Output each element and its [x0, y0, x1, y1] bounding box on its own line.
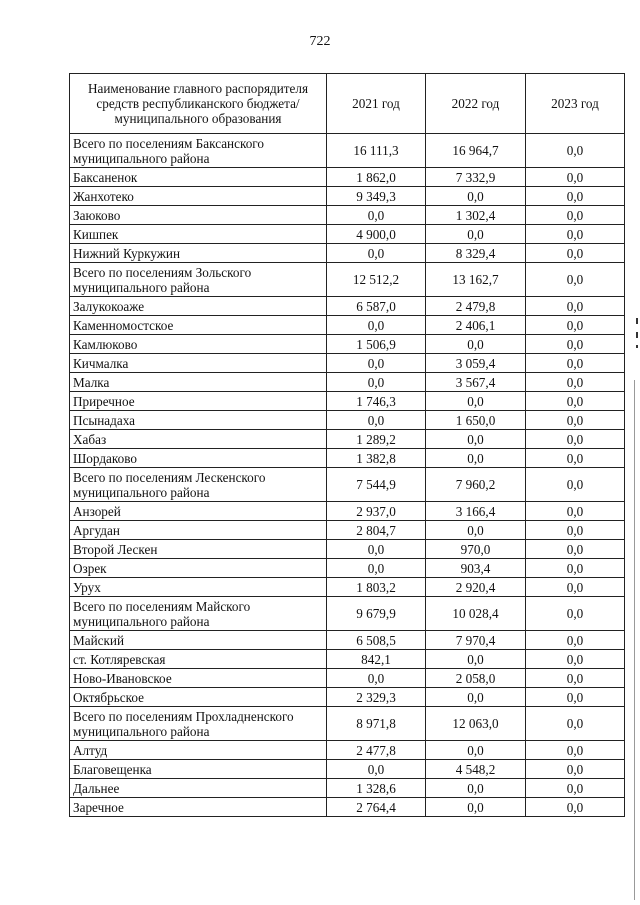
table-row [70, 540, 625, 559]
cell-2022: 7 960,2 [426, 468, 526, 502]
table-row [70, 760, 625, 779]
cell-2022: 4 548,2 [426, 760, 526, 779]
cell-2021: 9 679,9 [327, 597, 426, 631]
cell-2022: 0,0 [426, 187, 526, 206]
cell-2023: 0,0 [526, 206, 625, 225]
table-row [70, 297, 625, 316]
cell-2021: 7 544,9 [327, 468, 426, 502]
cell-name: Нижний Куркужин [70, 244, 327, 263]
table-row [70, 354, 625, 373]
cell-2021: 0,0 [327, 373, 426, 392]
cell-2023: 0,0 [526, 521, 625, 540]
table-row [70, 688, 625, 707]
cell-2021: 842,1 [327, 650, 426, 669]
cell-2022: 2 058,0 [426, 669, 526, 688]
cell-2023: 0,0 [526, 688, 625, 707]
cell-2021: 0,0 [327, 669, 426, 688]
table-header-row [70, 74, 625, 134]
cell-2023: 0,0 [526, 650, 625, 669]
cell-name: Благовещенка [70, 760, 327, 779]
cell-2021: 2 937,0 [327, 502, 426, 521]
cell-2021: 2 804,7 [327, 521, 426, 540]
table-row-total [70, 134, 625, 168]
cell-2022: 0,0 [426, 798, 526, 817]
table-row [70, 206, 625, 225]
cell-2022: 2 479,8 [426, 297, 526, 316]
cell-2022: 0,0 [426, 521, 526, 540]
cell-2021: 2 329,3 [327, 688, 426, 707]
cell-2023: 0,0 [526, 760, 625, 779]
cell-2023: 0,0 [526, 354, 625, 373]
cell-2021: 6 587,0 [327, 297, 426, 316]
cell-2023: 0,0 [526, 741, 625, 760]
cell-2022: 0,0 [426, 225, 526, 244]
margin-mark [636, 318, 638, 324]
cell-name: Аргудан [70, 521, 327, 540]
cell-name: Хабаз [70, 430, 327, 449]
cell-2023: 0,0 [526, 244, 625, 263]
cell-2021: 0,0 [327, 244, 426, 263]
cell-2023: 0,0 [526, 707, 625, 741]
cell-name: Майский [70, 631, 327, 650]
cell-name: ст. Котляревская [70, 650, 327, 669]
cell-2021: 8 971,8 [327, 707, 426, 741]
cell-name: Кичмалка [70, 354, 327, 373]
table-row [70, 335, 625, 354]
cell-2022: 13 162,7 [426, 263, 526, 297]
cell-name: Всего по поселениям Баксанского муниципального района [70, 134, 327, 168]
cell-2022: 0,0 [426, 688, 526, 707]
table-row [70, 316, 625, 335]
table-row [70, 168, 625, 187]
table-row [70, 779, 625, 798]
cell-2023: 0,0 [526, 578, 625, 597]
cell-2022: 903,4 [426, 559, 526, 578]
cell-name: Урух [70, 578, 327, 597]
table-row [70, 669, 625, 688]
cell-2023: 0,0 [526, 468, 625, 502]
header-name: Наименование главного распорядителя средств республиканского бюджета/ муниципального образования [70, 74, 327, 134]
cell-2023: 0,0 [526, 134, 625, 168]
cell-name: Ново-Ивановское [70, 669, 327, 688]
cell-2023: 0,0 [526, 225, 625, 244]
cell-2023: 0,0 [526, 316, 625, 335]
cell-2021: 0,0 [327, 206, 426, 225]
cell-name: Всего по поселениям Майского муниципального района [70, 597, 327, 631]
cell-2021: 1 506,9 [327, 335, 426, 354]
table-row [70, 559, 625, 578]
table-row-total [70, 468, 625, 502]
page-number: 722 [309, 34, 331, 49]
cell-name: Заречное [70, 798, 327, 817]
cell-2021: 1 289,2 [327, 430, 426, 449]
cell-2023: 0,0 [526, 392, 625, 411]
cell-name: Октябрьское [70, 688, 327, 707]
cell-2023: 0,0 [526, 502, 625, 521]
cell-2022: 10 028,4 [426, 597, 526, 631]
cell-2021: 2 764,4 [327, 798, 426, 817]
table-row [70, 521, 625, 540]
cell-2022: 7 332,9 [426, 168, 526, 187]
cell-2022: 3 166,4 [426, 502, 526, 521]
cell-2023: 0,0 [526, 187, 625, 206]
cell-2021: 0,0 [327, 354, 426, 373]
cell-name: Приречное [70, 392, 327, 411]
table-row [70, 650, 625, 669]
cell-name: Каменномостское [70, 316, 327, 335]
cell-2023: 0,0 [526, 779, 625, 798]
cell-2022: 8 329,4 [426, 244, 526, 263]
cell-2023: 0,0 [526, 263, 625, 297]
cell-2021: 1 328,6 [327, 779, 426, 798]
table-row [70, 373, 625, 392]
cell-name: Баксаненок [70, 168, 327, 187]
cell-2022: 3 567,4 [426, 373, 526, 392]
cell-2022: 0,0 [426, 741, 526, 760]
cell-2023: 0,0 [526, 168, 625, 187]
cell-name: Всего по поселениям Прохладненского муниципального района [70, 707, 327, 741]
cell-2023: 0,0 [526, 597, 625, 631]
table-row [70, 187, 625, 206]
cell-2022: 0,0 [426, 449, 526, 468]
cell-name: Второй Лескен [70, 540, 327, 559]
cell-2021: 0,0 [327, 411, 426, 430]
cell-2022: 0,0 [426, 430, 526, 449]
cell-name: Анзорей [70, 502, 327, 521]
cell-name: Малка [70, 373, 327, 392]
table-row-total [70, 263, 625, 297]
cell-2021: 0,0 [327, 760, 426, 779]
cell-2023: 0,0 [526, 335, 625, 354]
cell-2023: 0,0 [526, 373, 625, 392]
cell-2022: 12 063,0 [426, 707, 526, 741]
margin-mark [636, 345, 638, 348]
margin-mark [636, 332, 638, 338]
cell-2021: 0,0 [327, 316, 426, 335]
cell-2021: 1 862,0 [327, 168, 426, 187]
cell-2022: 1 650,0 [426, 411, 526, 430]
cell-2023: 0,0 [526, 411, 625, 430]
cell-name: Залукокоаже [70, 297, 327, 316]
cell-2021: 6 508,5 [327, 631, 426, 650]
table-row [70, 741, 625, 760]
cell-name: Камлюково [70, 335, 327, 354]
cell-2021: 0,0 [327, 559, 426, 578]
cell-2021: 1 803,2 [327, 578, 426, 597]
right-margin-line [634, 380, 635, 900]
cell-2022: 970,0 [426, 540, 526, 559]
cell-2022: 2 920,4 [426, 578, 526, 597]
cell-2023: 0,0 [526, 430, 625, 449]
table-row [70, 631, 625, 650]
table-row [70, 411, 625, 430]
table-row [70, 225, 625, 244]
cell-name: Жанхотеко [70, 187, 327, 206]
cell-2022: 1 302,4 [426, 206, 526, 225]
cell-2021: 0,0 [327, 540, 426, 559]
cell-2022: 0,0 [426, 392, 526, 411]
cell-name: Дальнее [70, 779, 327, 798]
cell-name: Всего по поселениям Лескенского муниципального района [70, 468, 327, 502]
cell-2023: 0,0 [526, 297, 625, 316]
cell-2022: 0,0 [426, 779, 526, 798]
table-row [70, 449, 625, 468]
cell-2021: 16 111,3 [327, 134, 426, 168]
cell-2022: 2 406,1 [426, 316, 526, 335]
cell-2021: 2 477,8 [327, 741, 426, 760]
table-row [70, 430, 625, 449]
table-row [70, 392, 625, 411]
cell-name: Озрек [70, 559, 327, 578]
cell-2021: 1 382,8 [327, 449, 426, 468]
header-2022: 2022 год [426, 74, 526, 134]
cell-2023: 0,0 [526, 631, 625, 650]
cell-name: Псынадаха [70, 411, 327, 430]
table-row-total [70, 597, 625, 631]
cell-2021: 9 349,3 [327, 187, 426, 206]
table-row [70, 244, 625, 263]
table-row [70, 798, 625, 817]
table-row [70, 502, 625, 521]
cell-name: Шордаково [70, 449, 327, 468]
cell-2023: 0,0 [526, 798, 625, 817]
cell-name: Всего по поселениям Зольского муниципального района [70, 263, 327, 297]
cell-name: Кишпек [70, 225, 327, 244]
cell-2023: 0,0 [526, 669, 625, 688]
table-row [70, 578, 625, 597]
cell-2021: 12 512,2 [327, 263, 426, 297]
cell-2022: 0,0 [426, 650, 526, 669]
table-row-total [70, 707, 625, 741]
cell-2023: 0,0 [526, 559, 625, 578]
cell-2022: 16 964,7 [426, 134, 526, 168]
cell-2023: 0,0 [526, 449, 625, 468]
cell-2021: 1 746,3 [327, 392, 426, 411]
cell-2022: 3 059,4 [426, 354, 526, 373]
table-body [70, 134, 625, 817]
cell-2022: 7 970,4 [426, 631, 526, 650]
budget-table [69, 73, 625, 817]
header-2021: 2021 год [327, 74, 426, 134]
cell-2023: 0,0 [526, 540, 625, 559]
header-2023: 2023 год [526, 74, 625, 134]
cell-2022: 0,0 [426, 335, 526, 354]
cell-2021: 4 900,0 [327, 225, 426, 244]
cell-name: Алтуд [70, 741, 327, 760]
cell-name: Заюково [70, 206, 327, 225]
